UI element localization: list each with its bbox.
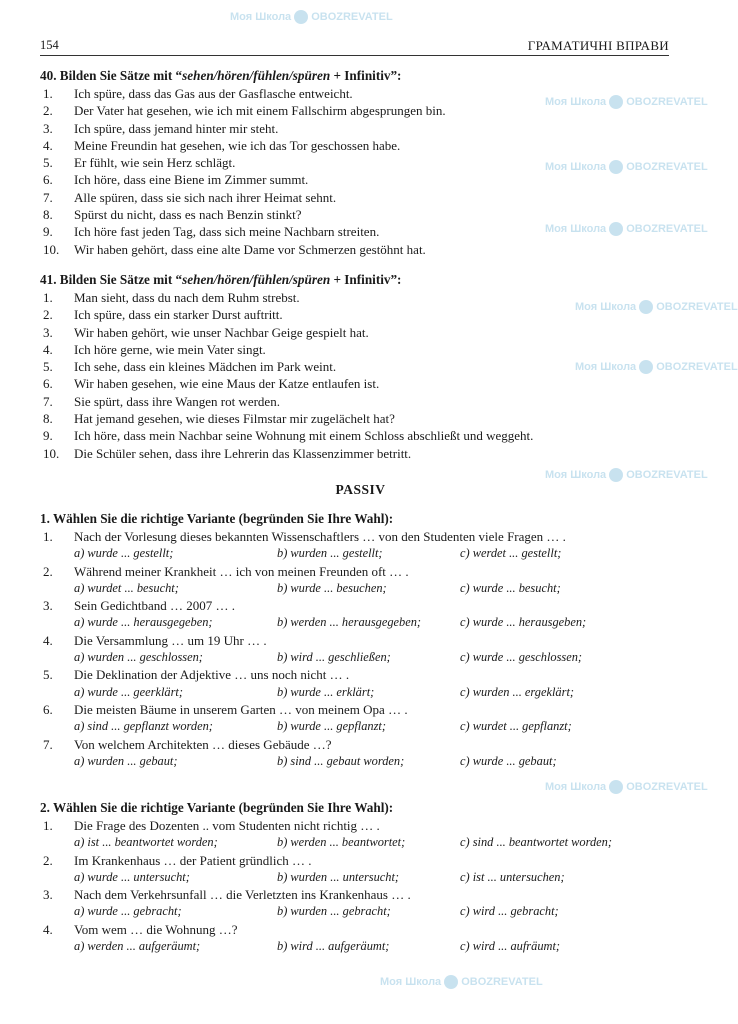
watermark-logo-icon xyxy=(444,975,458,989)
option-c: c) wird ... gebracht; xyxy=(460,904,559,919)
item-text: Ich spüre, dass jemand hinter mir steht. xyxy=(74,120,279,136)
item-number: 3. xyxy=(43,887,53,903)
watermark-brand: OBOZREVATEL xyxy=(626,96,708,108)
exercise-title: 1. Wählen Sie die richtige Variante (begründen Sie Ihre Wahl): xyxy=(40,511,394,526)
item-number: 4. xyxy=(43,341,53,357)
option-a: a) wurden ... geschlossen; xyxy=(74,650,203,665)
watermark-brand: OBOZREVATEL xyxy=(656,361,738,373)
list-item xyxy=(40,324,680,341)
item-number: 10. xyxy=(43,445,60,461)
list-item xyxy=(40,241,680,258)
question-text: Die Frage des Dozenten .. vom Studenten nicht richtig … . xyxy=(74,818,380,833)
item-text: Sie spürt, dass ihre Wangen rot werden. xyxy=(74,393,280,409)
item-text: Er fühlt, wie sein Herz schlägt. xyxy=(74,155,236,171)
title-text: + Infinitiv”: xyxy=(330,272,402,287)
watermark-brand: OBOZREVATEL xyxy=(626,469,708,481)
item-text: Wir haben gesehen, wie eine Maus der Katze entlaufen ist. xyxy=(74,376,380,392)
watermark-brand: OBOZREVATEL xyxy=(626,161,708,173)
list-item xyxy=(40,137,680,154)
watermark-school: Моя Школа xyxy=(545,96,607,108)
list-item xyxy=(40,289,680,306)
item-text: Wir haben gehört, dass eine alte Dame vor Schmerzen gestöhnt hat. xyxy=(74,241,426,257)
item-text: Wir haben gehört, wie unser Nachbar Geige gespielt hat. xyxy=(74,324,369,340)
option-a: a) werden ... aufgeräumt; xyxy=(74,939,201,954)
item-text: Alle spüren, dass sie sich nach ihrer Heimat sehnt. xyxy=(74,189,337,205)
list-item xyxy=(40,410,680,427)
section-heading-passiv: PASSIV xyxy=(335,482,386,497)
option-c: c) sind ... beantwortet worden; xyxy=(460,835,612,850)
option-b: b) wurde ... erklärt; xyxy=(277,684,375,699)
answer-options xyxy=(40,753,680,770)
exercise-40 xyxy=(40,66,680,258)
list-item xyxy=(40,427,680,444)
question-text: Nach der Vorlesung dieses bekannten Wissenschaftlers … von den Studenten viele Fragen … . xyxy=(74,529,566,544)
watermark xyxy=(380,975,543,989)
option-b: b) wird ... geschließen; xyxy=(277,650,391,665)
item-number: 9. xyxy=(43,224,53,240)
question-item xyxy=(40,921,680,938)
item-text: Der Vater hat gesehen, wie ich mit einem Fallschirm abgesprungen bin. xyxy=(74,103,446,119)
item-number: 1. xyxy=(43,529,53,544)
item-number: 3. xyxy=(43,598,53,614)
title-text: + Infinitiv”: xyxy=(330,68,402,83)
item-number: 7. xyxy=(43,736,53,752)
option-b: b) wird ... aufgeräumt; xyxy=(277,939,390,954)
watermark xyxy=(230,10,393,24)
option-b: b) sind ... gebaut worden; xyxy=(277,753,405,768)
option-a: a) wurde ... gebracht; xyxy=(74,904,182,919)
option-c: c) wird ... aufräumt; xyxy=(460,939,561,954)
answer-options xyxy=(40,834,680,851)
question-text: Im Krankenhaus … der Patient gründlich … . xyxy=(74,852,312,868)
answer-options xyxy=(40,903,680,920)
option-b: b) wurde ... gepflanzt; xyxy=(277,719,386,734)
option-a: a) wurde ... untersucht; xyxy=(74,869,190,884)
item-number: 4. xyxy=(43,632,53,648)
question-text: Sein Gedichtband … 2007 … . xyxy=(74,598,236,614)
watermark xyxy=(545,468,708,482)
item-text: Ich höre fast jeden Tag, dass sich meine Nachbarn streiten. xyxy=(74,224,380,240)
list-item xyxy=(40,375,680,392)
item-number: 7. xyxy=(43,189,53,205)
option-a: a) wurde ... herausgegeben; xyxy=(74,615,213,630)
item-text: Hat jemand gesehen, wie dieses Filmstar mir zugelächelt hat? xyxy=(74,411,395,427)
option-b: b) wurden ... untersucht; xyxy=(277,869,400,884)
question-item xyxy=(40,563,680,580)
item-text: Die Schüler sehen, dass ihre Lehrerin das Klassenzimmer betritt. xyxy=(74,445,412,461)
item-number: 2. xyxy=(43,563,53,579)
watermark-school: Моя Школа xyxy=(545,469,607,481)
title-text: 41. Bilden Sie Sätze mit “ xyxy=(40,272,183,287)
item-number: 4. xyxy=(43,921,53,937)
watermark-brand: OBOZREVATEL xyxy=(311,11,393,23)
item-number: 2. xyxy=(43,307,53,323)
question-item xyxy=(40,632,680,649)
item-number: 1. xyxy=(43,86,53,101)
watermark-brand: OBOZREVATEL xyxy=(626,223,708,235)
title-text: 40. Bilden Sie Sätze mit “ xyxy=(40,68,183,83)
watermark-logo-icon xyxy=(609,780,623,794)
watermark-school: Моя Школа xyxy=(575,301,637,313)
item-number: 1. xyxy=(43,290,53,305)
option-c: c) ist ... untersuchen; xyxy=(460,869,565,884)
title-italic: sehen/hören/fühlen/spüren xyxy=(182,68,331,83)
item-text: Ich höre gerne, wie mein Vater singt. xyxy=(74,341,266,357)
question-item xyxy=(40,852,680,869)
list-item xyxy=(40,171,680,188)
list-item xyxy=(40,358,680,375)
option-b: b) werden ... beantwortet; xyxy=(277,835,406,850)
watermark-school: Моя Школа xyxy=(545,161,607,173)
item-number: 9. xyxy=(43,428,53,444)
watermark-school: Моя Школа xyxy=(545,223,607,235)
answer-options xyxy=(40,545,680,562)
option-a: a) wurdet ... besucht; xyxy=(74,580,179,595)
running-title: ГРАМАТИЧНІ ВПРАВИ xyxy=(527,38,669,53)
list-item xyxy=(40,206,680,223)
option-a: a) sind ... gepflanzt worden; xyxy=(74,719,213,734)
answer-options xyxy=(40,614,680,631)
item-number: 10. xyxy=(43,241,60,257)
option-c: c) wurde ... geschlossen; xyxy=(460,650,583,665)
item-text: Ich spüre, dass ein starker Durst auftritt. xyxy=(74,307,283,323)
item-number: 2. xyxy=(43,103,53,119)
option-a: a) ist ... beantwortet worden; xyxy=(74,835,218,850)
option-a: a) wurde ... geerklärt; xyxy=(74,684,183,699)
question-item xyxy=(40,666,680,683)
answer-options xyxy=(40,718,680,735)
item-number: 8. xyxy=(43,207,53,223)
option-b: b) wurde ... besuchen; xyxy=(277,580,387,595)
list-item xyxy=(40,306,680,323)
question-text: Nach dem Verkehrsunfall … die Verletzten ins Krankenhaus … . xyxy=(74,887,411,903)
answer-options xyxy=(40,869,680,886)
page-header xyxy=(40,37,669,56)
option-c: c) werdet ... gestellt; xyxy=(460,546,562,561)
watermark-school: Моя Школа xyxy=(545,781,607,793)
item-number: 2. xyxy=(43,852,53,868)
page-number: 154 xyxy=(40,38,59,52)
question-item xyxy=(40,597,680,614)
question-text: Die meisten Bäume in unserem Garten … von meinem Opa … . xyxy=(74,701,408,717)
item-number: 6. xyxy=(43,172,53,188)
item-text: Ich sehe, dass ein kleines Mädchen im Park weint. xyxy=(74,359,337,375)
watermark-brand: OBOZREVATEL xyxy=(626,781,708,793)
item-text: Spürst du nicht, dass es nach Benzin stinkt? xyxy=(74,207,302,223)
answer-options xyxy=(40,938,680,955)
item-text: Ich höre, dass mein Nachbar seine Wohnung mit einem Schloss abschließt und weggeht. xyxy=(74,428,534,444)
item-number: 8. xyxy=(43,411,53,427)
option-c: c) wurde ... gebaut; xyxy=(460,753,557,768)
option-a: a) wurde ... gestellt; xyxy=(74,546,174,561)
watermark-school: Моя Школа xyxy=(575,361,637,373)
option-c: c) wurden ... ergeklärt; xyxy=(460,684,575,699)
question-text: Die Deklination der Adjektive … uns noch nicht … . xyxy=(74,667,350,683)
title-italic: sehen/hören/fühlen/spüren xyxy=(182,272,331,287)
question-text: Vom wem … die Wohnung …? xyxy=(74,921,238,937)
item-text: Man sieht, dass du nach dem Ruhm strebst. xyxy=(74,290,300,305)
item-number: 6. xyxy=(43,376,53,392)
question-text: Während meiner Krankheit … ich von meinen Freunden oft … . xyxy=(74,563,409,579)
list-item xyxy=(40,223,680,240)
watermark xyxy=(545,780,708,794)
option-b: b) wurden ... gebracht; xyxy=(277,904,391,919)
list-item xyxy=(40,85,680,102)
item-number: 5. xyxy=(43,359,53,375)
option-c: c) wurde ... herausgeben; xyxy=(460,615,587,630)
list-item xyxy=(40,189,680,206)
watermark-school: Моя Школа xyxy=(380,976,442,988)
exercise-title: 2. Wählen Sie die richtige Variante (begründen Sie Ihre Wahl): xyxy=(40,800,394,815)
question-item xyxy=(40,528,680,545)
question-item xyxy=(40,736,680,753)
option-b: b) werden ... herausgegeben; xyxy=(277,615,422,630)
exercise-title xyxy=(40,66,680,85)
item-number: 3. xyxy=(43,120,53,136)
item-number: 5. xyxy=(43,155,53,171)
list-item xyxy=(40,120,680,137)
list-item xyxy=(40,154,680,171)
watermark-school: Моя Школа xyxy=(230,11,292,23)
item-text: Ich höre, dass eine Biene im Zimmer summt. xyxy=(74,172,309,188)
question-item xyxy=(40,817,680,834)
option-c: c) wurde ... besucht; xyxy=(460,580,561,595)
item-number: 6. xyxy=(43,701,53,717)
item-number: 1. xyxy=(43,818,53,833)
item-number: 4. xyxy=(43,137,53,153)
item-text: Ich spüre, dass das Gas aus der Gasflasche entweicht. xyxy=(74,86,353,101)
watermark-brand: OBOZREVATEL xyxy=(461,976,543,988)
list-item xyxy=(40,102,680,119)
question-text: Von welchem Architekten … dieses Gebäude …? xyxy=(74,736,332,752)
list-item xyxy=(40,341,680,358)
exercise-41 xyxy=(40,270,680,462)
passiv-exercise-2 xyxy=(40,798,680,955)
question-item xyxy=(40,886,680,903)
list-item xyxy=(40,393,680,410)
passiv-exercise-1 xyxy=(40,509,680,770)
item-number: 7. xyxy=(43,393,53,409)
option-c: c) wurdet ... gepflanzt; xyxy=(460,719,572,734)
item-text: Meine Freundin hat gesehen, wie ich das Tor geschossen habe. xyxy=(74,137,401,153)
answer-options xyxy=(40,684,680,701)
option-b: b) wurden ... gestellt; xyxy=(277,546,383,561)
answer-options xyxy=(40,580,680,597)
answer-options xyxy=(40,649,680,666)
exercise-title xyxy=(40,270,680,289)
watermark-logo-icon xyxy=(609,468,623,482)
option-a: a) wurden ... gebaut; xyxy=(74,753,178,768)
watermark-logo-icon xyxy=(294,10,308,24)
list-item xyxy=(40,445,680,462)
item-number: 5. xyxy=(43,667,53,683)
watermark-brand: OBOZREVATEL xyxy=(656,301,738,313)
item-number: 3. xyxy=(43,324,53,340)
question-item xyxy=(40,701,680,718)
question-text: Die Versammlung … um 19 Uhr … . xyxy=(74,632,267,648)
